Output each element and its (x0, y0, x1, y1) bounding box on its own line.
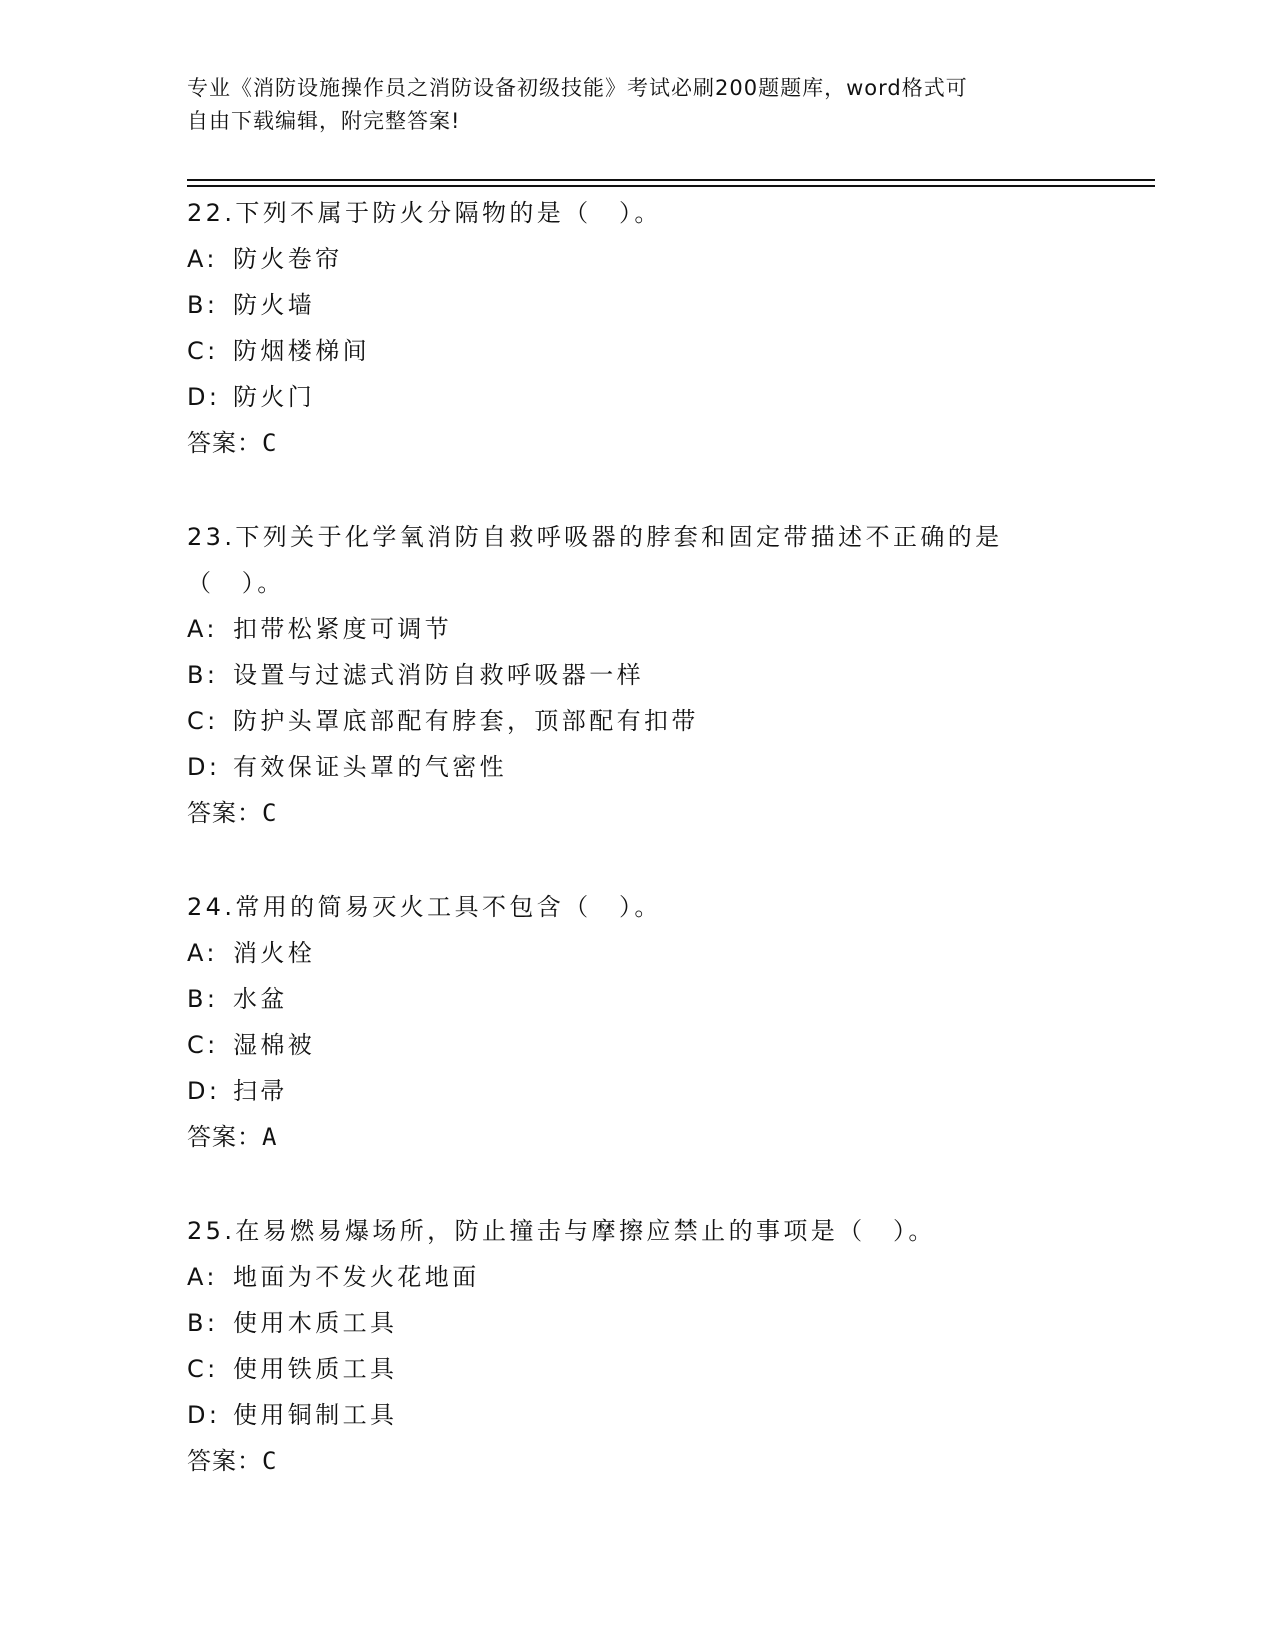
option-a (187, 930, 1087, 976)
option-text: 设置与过滤式消防自救呼吸器一样 (233, 661, 644, 689)
option-key: D: (187, 383, 221, 411)
option-key: C: (187, 707, 219, 735)
option-key: B: (187, 661, 219, 689)
option-key: A: (187, 939, 218, 967)
option-text: 扣带松紧度可调节 (233, 615, 453, 643)
option-a (187, 1254, 1087, 1300)
option-text: 水盆 (233, 985, 288, 1013)
answer-line (187, 1114, 1087, 1160)
option-text: 使用木质工具 (233, 1309, 398, 1337)
option-text: 有效保证头罩的气密性 (233, 753, 507, 781)
question-stem: 22.下列不属于防火分隔物的是（ ）。 (187, 199, 662, 227)
option-key: A: (187, 1263, 218, 1291)
question-stem: 23.下列关于化学氧消防自救呼吸器的脖套和固定带描述不正确的是（ ）。 (187, 523, 1003, 597)
option-key: D: (187, 1401, 221, 1429)
option-b (187, 1300, 1087, 1346)
answer-value: C (262, 1447, 278, 1475)
answer-label: 答案： (187, 429, 262, 457)
answer-value: A (262, 1123, 278, 1151)
question-stem: 25.在易燃易爆场所，防止撞击与摩擦应禁止的事项是（ ）。 (187, 1217, 936, 1245)
option-c (187, 328, 1087, 374)
option-c (187, 698, 1087, 744)
option-text: 扫帚 (233, 1077, 288, 1105)
answer-line (187, 790, 1087, 836)
option-text: 使用铁质工具 (233, 1355, 398, 1383)
option-text: 地面为不发火花地面 (233, 1263, 480, 1291)
option-key: A: (187, 615, 218, 643)
header-line-1: 专业《消防设施操作员之消防设备初级技能》考试必刷200题题库，word格式可 (187, 76, 968, 100)
answer-line (187, 1438, 1087, 1484)
option-a (187, 236, 1087, 282)
option-text: 防火墙 (233, 291, 316, 319)
question-list (187, 190, 1087, 1532)
option-d (187, 1392, 1087, 1438)
answer-value: C (262, 429, 278, 457)
question-23 (187, 514, 1087, 836)
answer-label: 答案： (187, 1447, 262, 1475)
option-key: D: (187, 1077, 221, 1105)
option-key: B: (187, 1309, 219, 1337)
option-c (187, 1346, 1087, 1392)
option-d (187, 374, 1087, 420)
option-b (187, 976, 1087, 1022)
answer-label: 答案： (187, 1123, 262, 1151)
option-d (187, 1068, 1087, 1114)
option-d (187, 744, 1087, 790)
option-text: 消火栓 (233, 939, 316, 967)
question-25 (187, 1208, 1087, 1484)
option-key: D: (187, 753, 221, 781)
header-divider-bottom (187, 185, 1155, 187)
option-b (187, 652, 1087, 698)
option-b (187, 282, 1087, 328)
option-key: C: (187, 1355, 219, 1383)
option-text: 使用铜制工具 (233, 1401, 398, 1429)
document-header (187, 72, 1087, 138)
header-line-2: 自由下载编辑，附完整答案! (187, 109, 461, 133)
option-key: B: (187, 291, 219, 319)
option-text: 防火门 (233, 383, 316, 411)
question-22 (187, 190, 1087, 466)
question-stem: 24.常用的简易灭火工具不包含（ ）。 (187, 893, 662, 921)
option-text: 防烟楼梯间 (233, 337, 370, 365)
question-24 (187, 884, 1087, 1160)
option-text: 防火卷帘 (233, 245, 343, 273)
option-key: B: (187, 985, 219, 1013)
header-divider-top (187, 179, 1155, 181)
answer-line (187, 420, 1087, 466)
option-key: C: (187, 337, 219, 365)
option-a (187, 606, 1087, 652)
option-text: 湿棉被 (233, 1031, 316, 1059)
option-text: 防护头罩底部配有脖套，顶部配有扣带 (233, 707, 699, 735)
answer-label: 答案： (187, 799, 262, 827)
option-key: A: (187, 245, 218, 273)
option-c (187, 1022, 1087, 1068)
option-key: C: (187, 1031, 219, 1059)
answer-value: C (262, 799, 278, 827)
